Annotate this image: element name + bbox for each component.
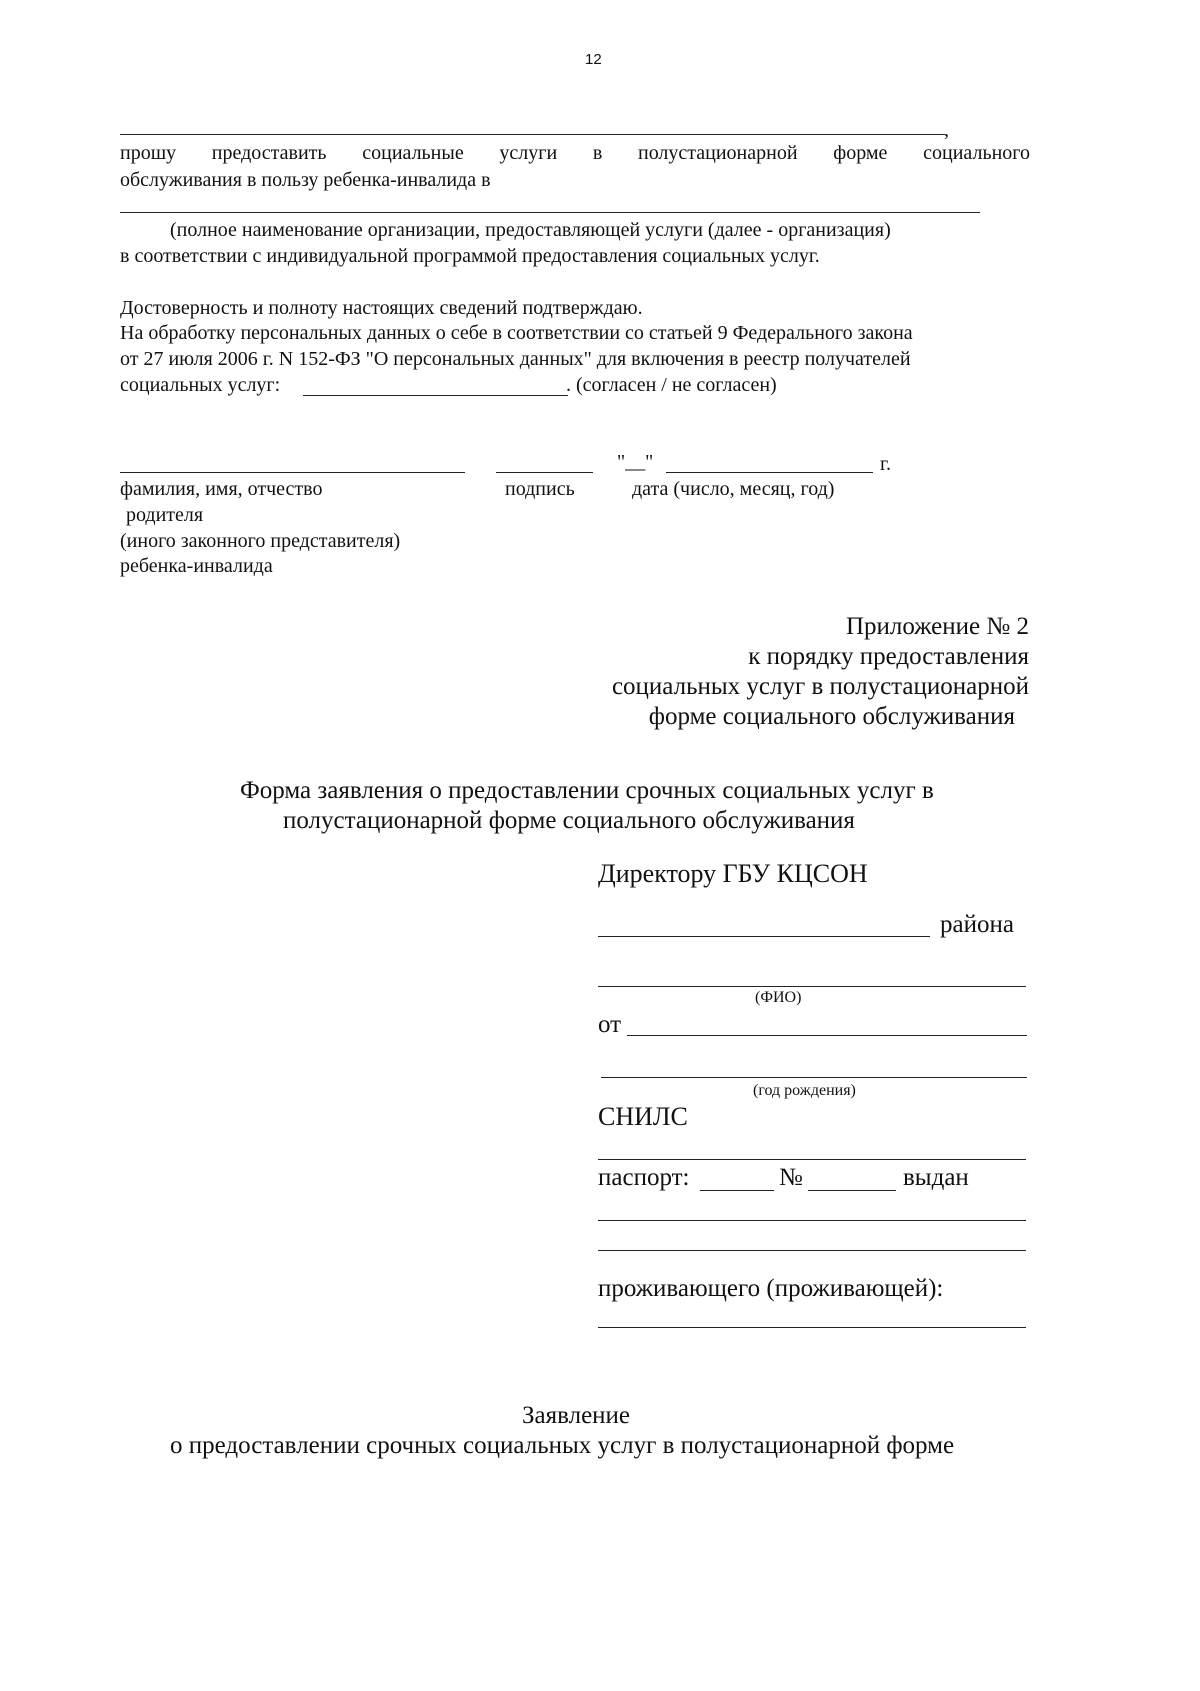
year-suffix: г. <box>880 453 891 475</box>
request-word: услуги <box>499 142 558 164</box>
district-blank-line <box>598 936 930 937</box>
passport-number-blank-line <box>808 1190 896 1191</box>
passport-label: паспорт: <box>598 1164 690 1191</box>
appendix-line-1: Приложение № 2 <box>845 613 1029 640</box>
applicant-blank-line <box>120 134 945 135</box>
request-word: социальные <box>362 142 464 164</box>
statement-subtitle: о предоставлении срочных социальных услуг в полустационарной форме <box>170 1432 955 1459</box>
from-label: от <box>598 1011 622 1038</box>
addressee-district: района <box>940 911 1014 938</box>
address-blank-line <box>598 1327 1026 1328</box>
request-word: предоставить <box>211 142 327 164</box>
fio-caption: (ФИО) <box>755 989 802 1006</box>
organization-caption: (полное наименование организации, предоставляющей услуги (далее - организация) <box>170 219 891 241</box>
signature-blank-line <box>496 472 593 473</box>
consent-blank-line <box>303 395 568 396</box>
per-program-text: в соответствии с индивидуальной программой предоставления социальных услуг. <box>120 245 820 267</box>
consent-line-3-suffix: . (согласен / не согласен) <box>566 374 777 396</box>
request-word: в <box>592 142 603 164</box>
caption-signature: подпись <box>505 478 575 500</box>
confirmation-text: Достоверность и полноту настоящих сведений подтверждаю. <box>120 297 643 319</box>
request-word: социального <box>923 142 1030 164</box>
from-blank-line <box>627 1035 1027 1036</box>
snils-label: СНИЛС <box>598 1102 688 1131</box>
consent-line-1: На обработку персональных данных о себе в соответствии со статьей 9 Федерального закона <box>120 322 913 344</box>
caption-parent: родителя <box>126 504 204 526</box>
date-day-quote: "__" <box>617 451 654 473</box>
appendix-line-2: к порядку предоставления <box>748 643 1029 670</box>
form-title-line-2: полустационарной форме социального обслуживания <box>283 807 855 834</box>
caption-other-representative: (иного законного представителя) <box>120 530 401 552</box>
fio-blank-line <box>120 472 465 473</box>
caption-date: дата (число, месяц, год) <box>632 478 835 500</box>
request-word: форме <box>833 142 888 164</box>
fio-recipient-blank-line <box>598 986 1026 987</box>
request-word: прошу <box>120 142 177 164</box>
birth-year-caption: (год рождения) <box>753 1082 856 1099</box>
passport-series-blank-line <box>700 1190 774 1191</box>
snils-blank-line <box>598 1159 1026 1160</box>
passport-issuer-blank-line-1 <box>598 1220 1026 1221</box>
date-blank-line <box>666 472 873 473</box>
caption-fio: фамилия, имя, отчество <box>120 478 323 500</box>
addressee-director: Директору ГБУ КЦСОН <box>598 859 868 888</box>
form-title-line-1: Форма заявления о предоставлении срочных социальных услуг в <box>240 777 934 804</box>
birth-blank-line <box>601 1077 1027 1078</box>
residing-label: проживающего (проживающей): <box>598 1275 944 1302</box>
appendix-line-3: социальных услуг в полустационарной <box>611 673 1029 700</box>
passport-issued-label: выдан <box>903 1164 969 1191</box>
request-word: полустационарной <box>637 142 798 164</box>
organization-blank-line <box>120 212 980 213</box>
caption-child: ребенка-инвалида <box>120 555 273 577</box>
top-line-comma: , <box>944 119 949 141</box>
request-line-2: обслуживания в пользу ребенка-инвалида в <box>120 169 491 191</box>
passport-issuer-blank-line-2 <box>598 1250 1026 1251</box>
appendix-line-4: форме социального обслуживания <box>648 703 1015 730</box>
passport-number-sign: № <box>779 1164 803 1191</box>
consent-line-2: от 27 июля 2006 г. N 152-ФЗ "О персональных данных" для включения в реестр получателей <box>120 348 911 370</box>
page-number: 12 <box>585 51 602 68</box>
consent-line-3-prefix: социальных услуг: <box>120 374 281 396</box>
statement-title: Заявление <box>522 1402 631 1429</box>
